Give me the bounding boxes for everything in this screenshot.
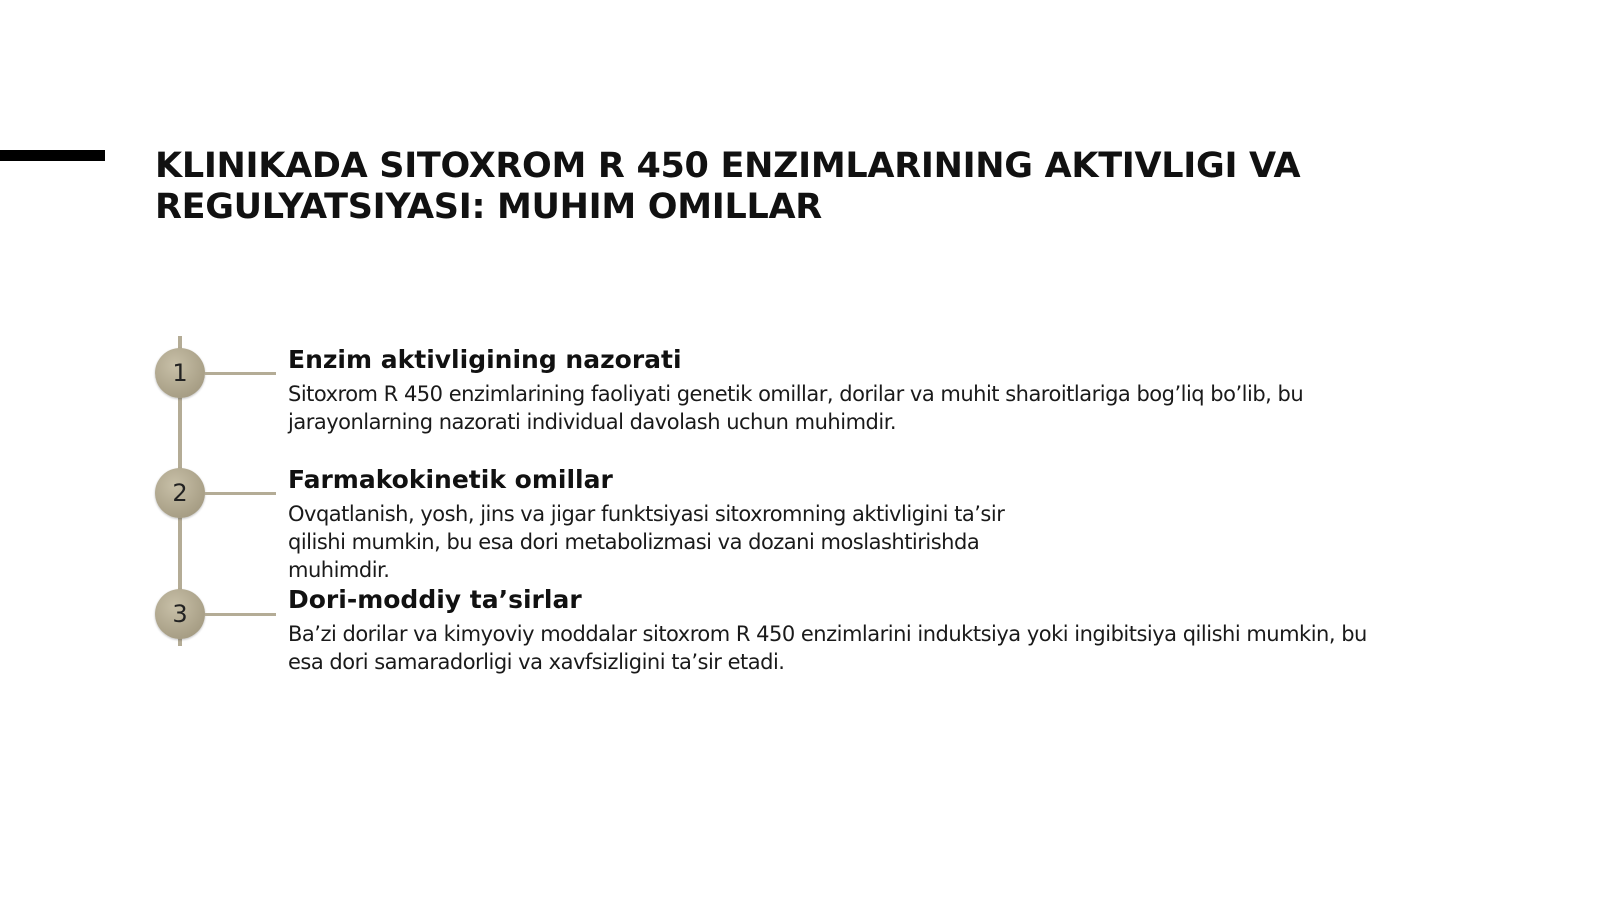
slide-title-line-2: REGULYATSIYASI: MUHIM OMILLAR xyxy=(155,187,822,227)
timeline-node-number: 2 xyxy=(172,479,188,507)
slide-title xyxy=(155,146,1535,228)
timeline-node-circle xyxy=(155,348,205,398)
timeline-item-1 xyxy=(288,345,1468,436)
timeline-node-circle xyxy=(155,589,205,639)
slide-title-line-1: KLINIKADA SITOXROM R 450 ENZIMLARINING AKTIVLIGI VA xyxy=(155,146,1301,186)
item-description-line: Ba’zi dorilar va kimyoviy moddalar sitoxrom R 450 enzimlarini induktsiya yoki ingibitsiya qilishi mumkin, bu xyxy=(288,622,1367,646)
item-description-line: qilishi mumkin, bu esa dori metabolizmasi va dozani moslashtirishda xyxy=(288,530,980,554)
timeline-node-number: 3 xyxy=(172,600,188,628)
item-description xyxy=(288,620,1468,676)
item-description-line: esa dori samaradorligi va xavfsizligini ta’sir etadi. xyxy=(288,650,785,674)
item-description-line: Sitoxrom R 450 enzimlarining faoliyati genetik omillar, dorilar va muhit sharoitlariga bog’liq bo’lib, bu xyxy=(288,382,1304,406)
timeline-node-3 xyxy=(155,589,205,639)
timeline-node-1 xyxy=(155,348,205,398)
item-description-line: Ovqatlanish, yosh, jins va jigar funktsiyasi sitoxromning aktivligini ta’sir xyxy=(288,502,1005,526)
item-heading: Enzim aktivligining nazorati xyxy=(288,345,682,374)
timeline-node-2 xyxy=(155,468,205,518)
timeline-connector xyxy=(205,492,276,495)
item-description xyxy=(288,500,1468,584)
timeline-connector xyxy=(205,372,276,375)
timeline-node-circle xyxy=(155,468,205,518)
item-heading: Farmakokinetik omillar xyxy=(288,465,613,494)
timeline-connector xyxy=(205,613,276,616)
item-description-line: muhimdir. xyxy=(288,558,390,582)
item-description xyxy=(288,380,1468,436)
timeline-node-number: 1 xyxy=(172,359,188,387)
title-accent-bar xyxy=(0,150,105,161)
item-description-line: jarayonlarning nazorati individual davolash uchun muhimdir. xyxy=(288,410,897,434)
item-heading: Dori-moddiy ta’sirlar xyxy=(288,585,582,614)
timeline-item-3 xyxy=(288,585,1468,676)
timeline-item-2 xyxy=(288,465,1468,584)
